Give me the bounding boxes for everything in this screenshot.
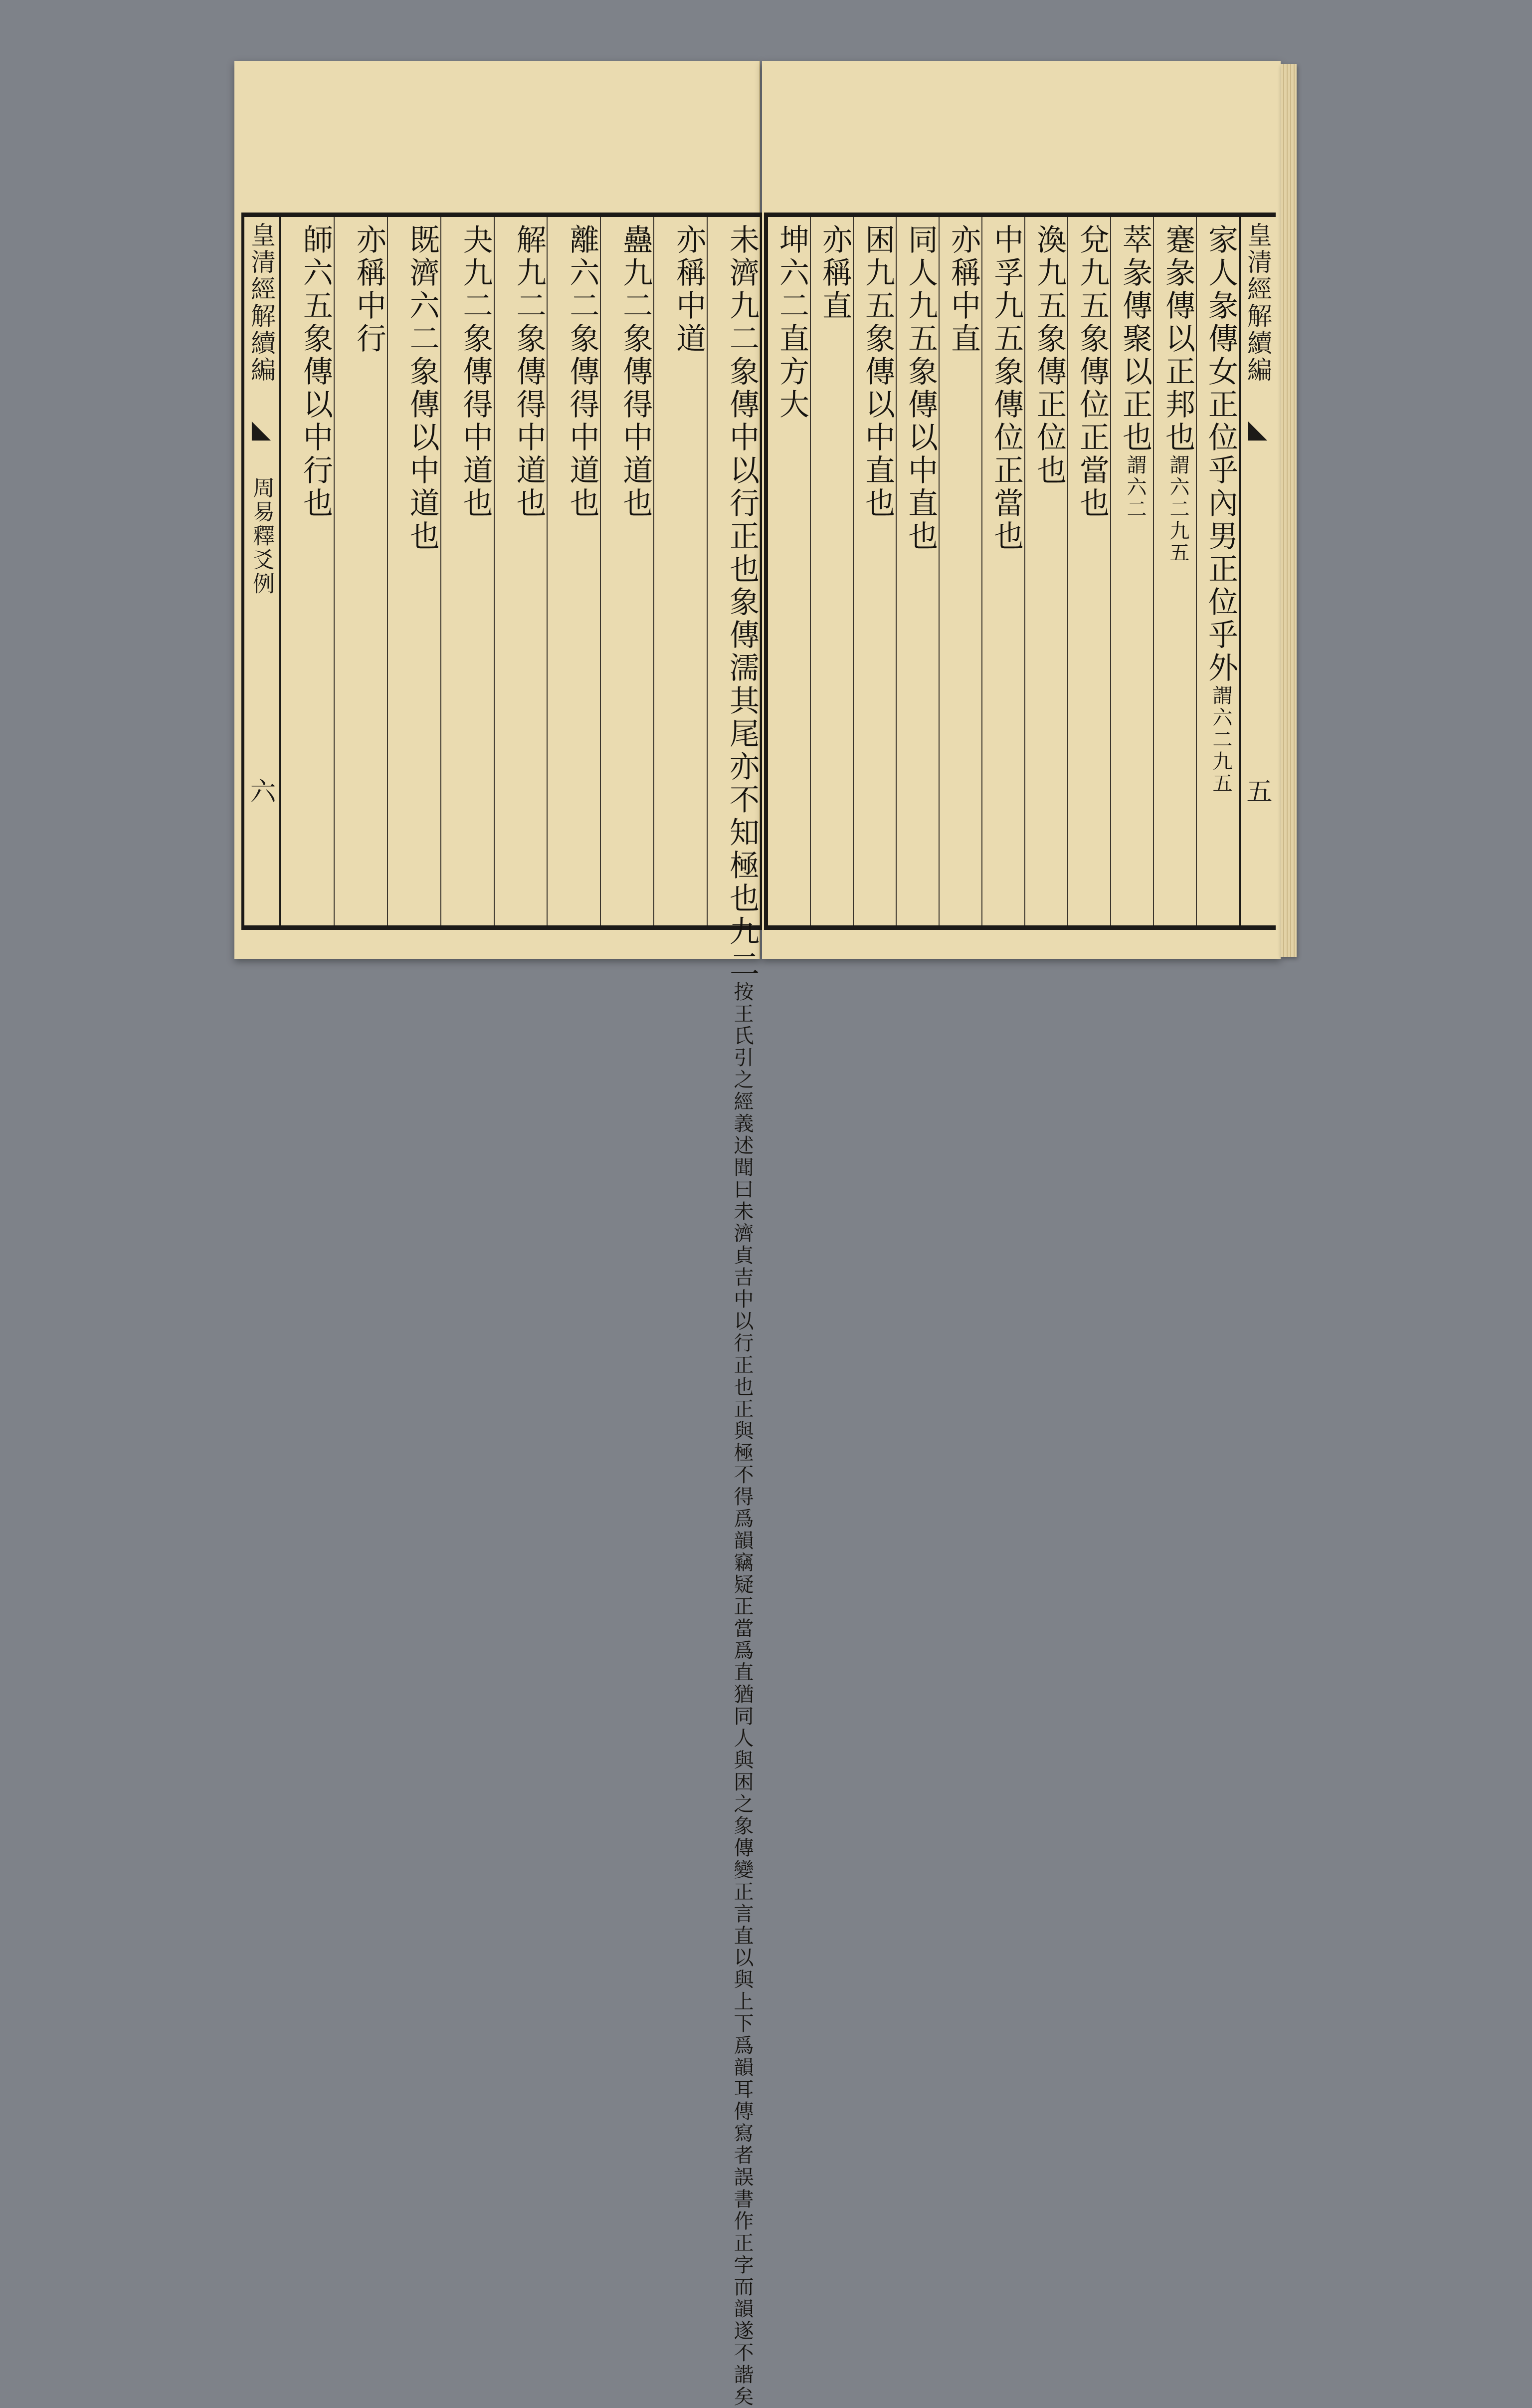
text-column	[1024, 217, 1067, 925]
text-column	[853, 217, 896, 925]
column-text: 困九五象傳以中直也	[860, 224, 895, 520]
column-text: 亦稱中行	[351, 224, 386, 356]
column-text: 解九二象傳得中道也	[511, 224, 547, 520]
text-column	[939, 217, 981, 925]
text-column	[494, 217, 547, 925]
text-column	[600, 217, 653, 925]
left-margin-subtitle: 周易釋爻例	[249, 476, 274, 596]
right-folio-number: 五	[1242, 778, 1272, 806]
column-text: 兌九五象傳位正當也	[1075, 224, 1110, 520]
column-annotation: 謂六二九五	[1209, 685, 1232, 795]
left-page	[234, 61, 760, 2408]
text-column	[810, 217, 853, 925]
left-page-frame	[241, 213, 764, 2408]
right-margin-column	[1239, 217, 1276, 925]
column-text: 坤六二直方大	[774, 224, 809, 422]
right-margin-title: 皇清經解續編	[1243, 222, 1272, 384]
column-text: 亦稱中直	[946, 224, 981, 356]
page-edges	[1281, 64, 1297, 957]
text-column	[547, 217, 600, 925]
right-text-columns	[768, 217, 1239, 925]
column-text: 蹇彖傳以正邦也	[1160, 224, 1195, 454]
left-margin-title: 皇清經解續編	[247, 222, 276, 384]
fish-tail-mark-icon: ◣	[247, 415, 276, 445]
column-text: 亦稱中道	[671, 224, 707, 356]
text-column	[981, 217, 1024, 925]
text-column	[387, 217, 440, 925]
left-text-columns	[281, 217, 760, 2408]
column-text: 萃彖傳聚以正也	[1118, 224, 1152, 454]
column-annotation: 按王氏引之經義述聞曰未濟貞吉中以行正也正與極不得爲韻竊疑正當爲直猶同人與困之象傳變正言直以與上下爲韻耳傳寫者誤書作正字而韻遂不諧矣	[731, 981, 754, 2408]
column-text: 中孚九五象傳位正當也	[989, 224, 1024, 553]
column-text: 蠱九二象傳得中道也	[618, 224, 653, 520]
column-text: 夬九二象傳得中道也	[458, 224, 493, 520]
text-column	[896, 217, 939, 925]
text-column	[281, 217, 334, 925]
text-column	[440, 217, 494, 925]
column-text: 亦稱直	[817, 224, 852, 323]
text-column	[1067, 217, 1110, 925]
text-column	[1153, 217, 1196, 925]
column-text: 未濟九二象傳中以行正也象傳濡其尾亦不知極也九二	[725, 224, 760, 981]
fish-tail-mark-icon: ◣	[1243, 415, 1272, 445]
right-page-frame	[764, 213, 1276, 930]
text-column	[1196, 217, 1239, 925]
open-book	[234, 61, 1302, 2408]
column-annotation: 謂六二九五	[1166, 454, 1189, 564]
column-text: 渙九五象傳正位也	[1032, 224, 1067, 487]
column-text: 既濟六二象傳以中道也	[404, 224, 440, 553]
left-folio-number: 六	[245, 778, 275, 806]
left-margin-column	[244, 217, 281, 925]
column-text: 師六五象傳以中行也	[298, 224, 333, 520]
column-text: 家人彖傳女正位乎內男正位乎外	[1203, 224, 1238, 685]
column-text: 離六二象傳得中道也	[565, 224, 600, 520]
text-column	[334, 217, 387, 925]
column-text: 同人九五象傳以中直也	[903, 224, 938, 553]
right-page	[762, 61, 1281, 959]
text-column	[653, 217, 707, 925]
text-column	[707, 217, 760, 2408]
text-column	[768, 217, 810, 925]
column-annotation: 謂六二	[1124, 454, 1147, 520]
text-column	[1110, 217, 1153, 925]
